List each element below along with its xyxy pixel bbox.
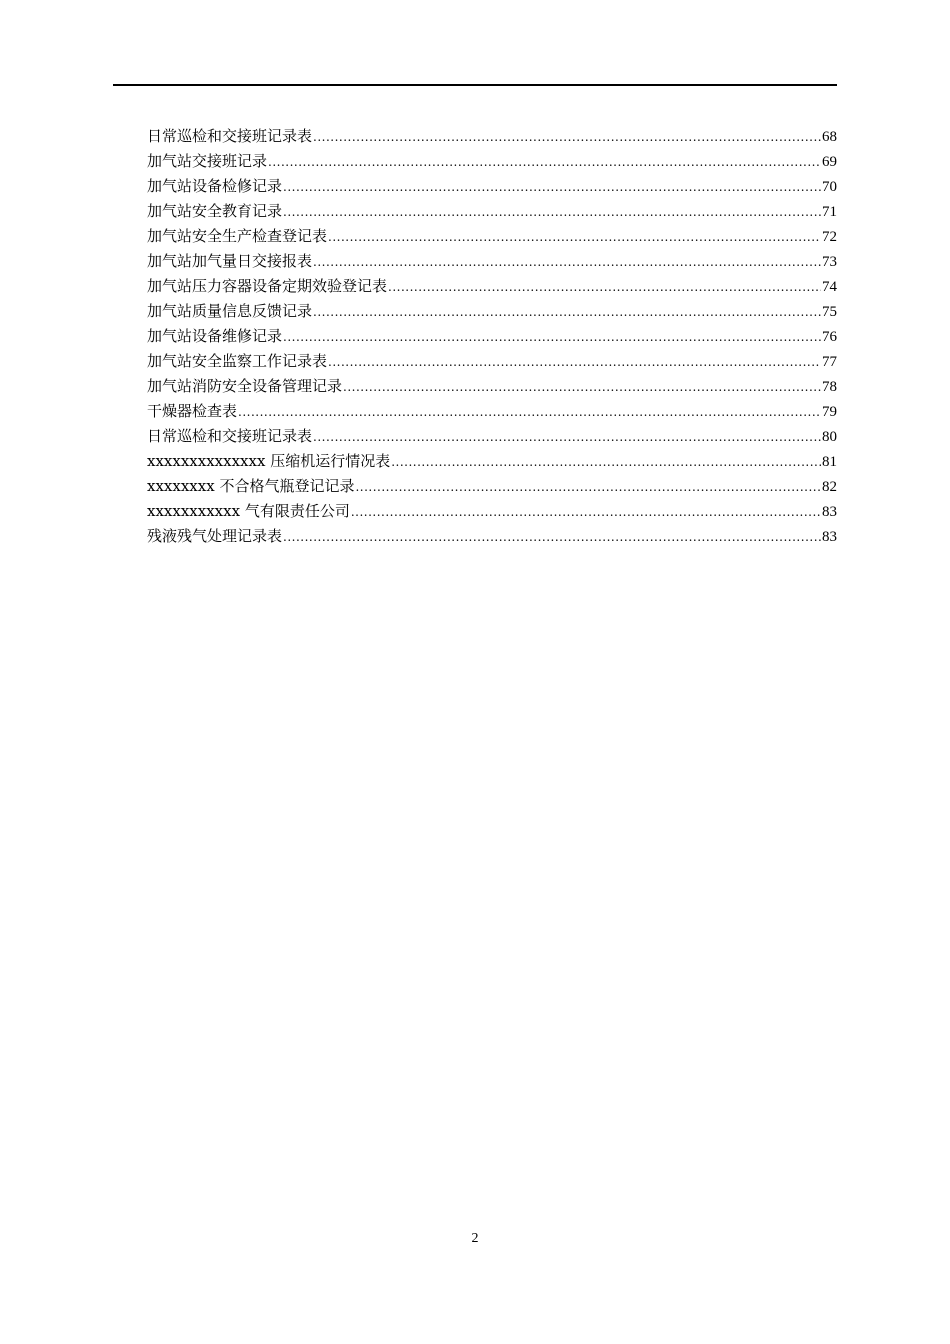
toc-dot-leader <box>268 150 821 174</box>
toc-entry-title: 加气站消防安全设备管理记录 <box>147 377 343 395</box>
toc-entry[interactable] <box>147 424 837 449</box>
toc-entry-title: 加气站设备维修记录 <box>147 327 283 345</box>
toc-entry-page: 73 <box>822 254 837 270</box>
toc-entry-title: 加气站压力容器设备定期效验登记表 <box>147 277 388 295</box>
toc-entry-page: 76 <box>822 329 837 345</box>
header-rule <box>113 84 837 86</box>
toc-dot-leader <box>328 225 821 249</box>
toc-entry[interactable] <box>147 274 837 299</box>
toc-dot-leader <box>313 125 821 149</box>
toc-entry[interactable] <box>147 124 837 149</box>
toc-entry-page: 69 <box>822 154 837 170</box>
toc-entry[interactable] <box>147 224 837 249</box>
toc-dot-leader <box>313 250 821 274</box>
toc-entry-title: 干燥器检查表 <box>147 402 238 420</box>
toc-entry-title: 加气站安全教育记录 <box>147 202 283 220</box>
toc-entry-title: xxxxxxxx 不合格气瓶登记记录 <box>147 477 355 495</box>
toc-dot-leader <box>283 525 821 549</box>
toc-entry-title: 日常巡检和交接班记录表 <box>147 427 313 445</box>
toc-entry-page: 75 <box>822 304 837 320</box>
toc-entry-page: 72 <box>822 229 837 245</box>
toc-entry-title: 日常巡检和交接班记录表 <box>147 127 313 145</box>
toc-dot-leader <box>283 200 821 224</box>
toc-entry-page: 74 <box>822 279 837 295</box>
page-number: 2 <box>471 1231 479 1246</box>
toc-dot-leader <box>313 425 821 449</box>
toc-dot-leader <box>343 375 821 399</box>
toc-entry[interactable] <box>147 299 837 324</box>
toc-entry-page: 83 <box>822 504 837 520</box>
toc-entry-page: 68 <box>822 129 837 145</box>
table-of-contents <box>147 124 837 549</box>
toc-entry-title: xxxxxxxxxxx 气有限责任公司 <box>147 502 350 520</box>
toc-dot-leader <box>388 275 821 299</box>
toc-dot-leader <box>391 450 821 474</box>
toc-entry-page: 82 <box>822 479 837 495</box>
toc-dot-leader <box>283 325 821 349</box>
toc-dot-leader <box>313 300 821 324</box>
toc-entry-page: 81 <box>822 454 837 470</box>
toc-entry[interactable] <box>147 399 837 424</box>
toc-entry[interactable] <box>147 449 837 474</box>
toc-entry[interactable] <box>147 174 837 199</box>
toc-entry-title: 加气站安全生产检查登记表 <box>147 227 328 245</box>
toc-entry-title: xxxxxxxxxxxxxx 压缩机运行情况表 <box>147 452 391 470</box>
toc-entry[interactable] <box>147 524 837 549</box>
toc-entry-title: 加气站交接班记录 <box>147 152 268 170</box>
toc-entry-title: 加气站质量信息反馈记录 <box>147 302 313 320</box>
toc-dot-leader <box>328 350 821 374</box>
toc-entry[interactable] <box>147 149 837 174</box>
toc-entry-page: 80 <box>822 429 837 445</box>
toc-dot-leader <box>355 475 821 499</box>
toc-entry-page: 71 <box>822 204 837 220</box>
toc-entry-page: 78 <box>822 379 837 395</box>
toc-entry-title: 加气站安全监察工作记录表 <box>147 352 328 370</box>
toc-dot-leader <box>351 500 821 524</box>
toc-entry-page: 70 <box>822 179 837 195</box>
toc-entry[interactable] <box>147 324 837 349</box>
toc-entry[interactable] <box>147 499 837 524</box>
toc-entry[interactable] <box>147 249 837 274</box>
toc-entry-page: 79 <box>822 404 837 420</box>
toc-entry[interactable] <box>147 374 837 399</box>
toc-entry-title: 加气站设备检修记录 <box>147 177 283 195</box>
toc-entry[interactable] <box>147 474 837 499</box>
toc-entry[interactable] <box>147 349 837 374</box>
toc-dot-leader <box>283 175 821 199</box>
toc-entry-page: 83 <box>822 529 837 545</box>
toc-entry[interactable] <box>147 199 837 224</box>
toc-dot-leader <box>238 400 821 424</box>
toc-entry-title: 残液残气处理记录表 <box>147 527 283 545</box>
toc-entry-title: 加气站加气量日交接报表 <box>147 252 313 270</box>
toc-entry-page: 77 <box>822 354 837 370</box>
